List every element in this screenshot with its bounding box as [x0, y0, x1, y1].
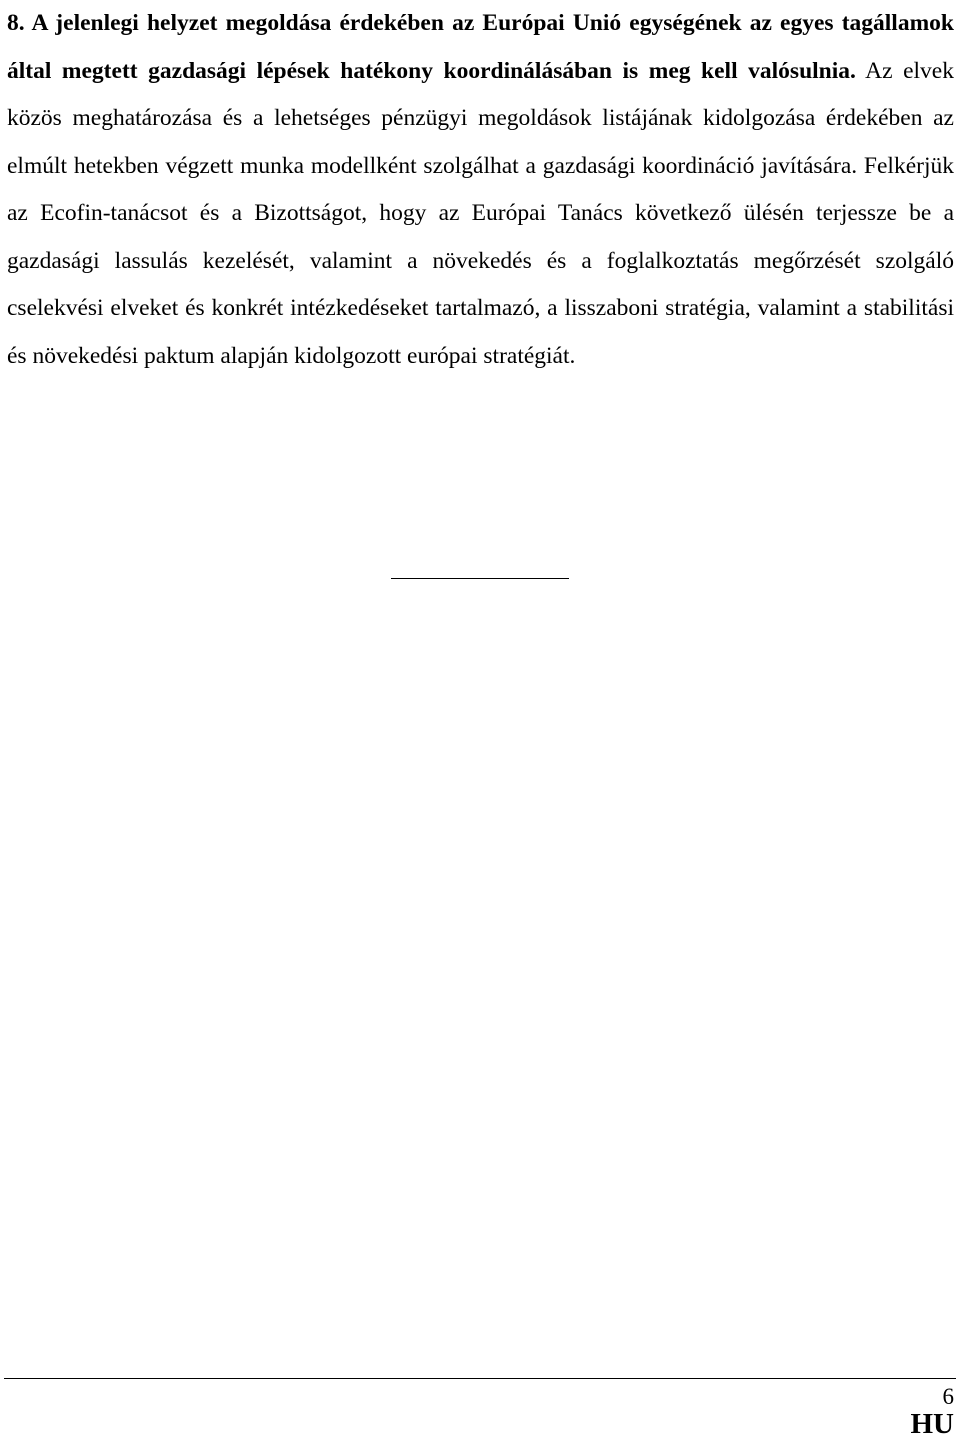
footer-rule	[4, 1378, 956, 1379]
paragraph-number: 8.	[7, 10, 25, 36]
paragraph-body: Az elvek közös meghatározása és a lehetséges pénzügyi megoldások listájának kidolgozása érdekében az elmúlt hetekben végzett munka modellként szolgálhat a gazdasági koordináció javítására. Felkérjük az Ecofin-tanácsot és a Bizottságot, hogy az Európai Tanács következő ülésén terjessze be a gazdasági lassulás kezelését, valamint a növekedés és a foglalkoztatás megőrzését szolgáló cselekvési elveket és konkrét intézkedéseket tartalmazó, a lisszaboni stratégia, valamint a stabilitási és növekedési paktum alapján kidolgozott európai stratégiát.	[7, 57, 954, 369]
paragraph-lead	[7, 10, 954, 84]
paragraph-lead-text: A jelenlegi helyzet megoldása érdekében az Európai Unió egységének az egyes tagállamok által megtett gazdasági lépések hatékony koordinálásában is meg kell valósulnia.	[7, 10, 954, 84]
page-number: 6	[942, 1384, 954, 1409]
language-code: HU	[910, 1408, 954, 1440]
separator-rule	[391, 578, 569, 579]
paragraph-8	[7, 0, 954, 380]
